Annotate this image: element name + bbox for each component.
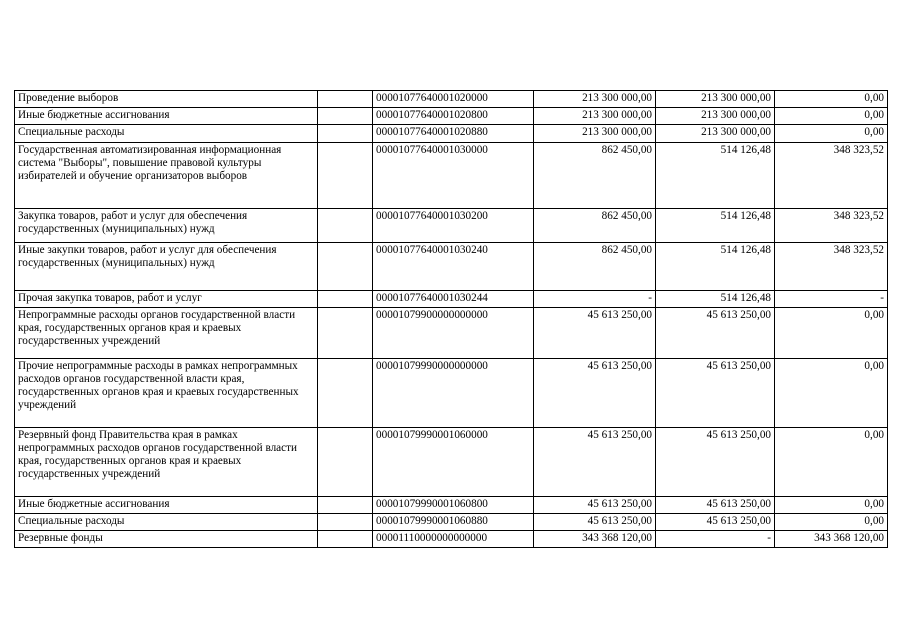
- unexecuted-amount: 0,00: [775, 307, 888, 358]
- approved-amount: 45 613 250,00: [534, 358, 656, 427]
- approved-amount: 213 300 000,00: [534, 91, 656, 108]
- row-code: 00001079990001060800: [373, 496, 534, 513]
- approved-amount: 862 450,00: [534, 208, 656, 242]
- unexecuted-amount: 0,00: [775, 91, 888, 108]
- executed-amount: 45 613 250,00: [656, 307, 775, 358]
- budget-sheet: [14, 90, 888, 548]
- table-row: [15, 531, 888, 548]
- line-code-cell: [318, 514, 373, 531]
- row-code: 00001077640001030200: [373, 208, 534, 242]
- executed-amount: 45 613 250,00: [656, 358, 775, 427]
- row-code: 00001077640001020880: [373, 125, 534, 142]
- row-name: Государственная автоматизированная информационная система "Выборы", повышение правовой культуры избирателей и обучение организаторов выборов: [15, 142, 318, 208]
- line-code-cell: [318, 142, 373, 208]
- line-code-cell: [318, 91, 373, 108]
- executed-amount: 213 300 000,00: [656, 108, 775, 125]
- approved-amount: 862 450,00: [534, 142, 656, 208]
- row-name: Резервные фонды: [15, 531, 318, 548]
- table-row: [15, 307, 888, 358]
- approved-amount: 213 300 000,00: [534, 108, 656, 125]
- table-row: [15, 91, 888, 108]
- table-row: [15, 108, 888, 125]
- unexecuted-amount: 0,00: [775, 427, 888, 496]
- unexecuted-amount: 348 323,52: [775, 208, 888, 242]
- row-code: 00001077640001020000: [373, 91, 534, 108]
- table-row: [15, 496, 888, 513]
- approved-amount: 213 300 000,00: [534, 125, 656, 142]
- line-code-cell: [318, 427, 373, 496]
- executed-amount: 45 613 250,00: [656, 514, 775, 531]
- row-name: Иные бюджетные ассигнования: [15, 496, 318, 513]
- table-row: [15, 514, 888, 531]
- approved-amount: 45 613 250,00: [534, 496, 656, 513]
- table-row: [15, 290, 888, 307]
- row-code: 00001110000000000000: [373, 531, 534, 548]
- row-name: Прочие непрограммные расходы в рамках непрограммных расходов органов государственной власти края, государственных органов края и краевых государственных учреждений: [15, 358, 318, 427]
- budget-execution-table: [14, 90, 888, 548]
- row-code: 00001077640001030244: [373, 290, 534, 307]
- unexecuted-amount: -: [775, 290, 888, 307]
- executed-amount: 45 613 250,00: [656, 496, 775, 513]
- row-name: Иные закупки товаров, работ и услуг для обеспечения государственных (муниципальных) нужд: [15, 242, 318, 290]
- row-name: Специальные расходы: [15, 514, 318, 531]
- executed-amount: -: [656, 531, 775, 548]
- unexecuted-amount: 0,00: [775, 358, 888, 427]
- row-code: 00001077640001030000: [373, 142, 534, 208]
- unexecuted-amount: 0,00: [775, 125, 888, 142]
- table-row: [15, 427, 888, 496]
- unexecuted-amount: 348 323,52: [775, 242, 888, 290]
- line-code-cell: [318, 208, 373, 242]
- approved-amount: 343 368 120,00: [534, 531, 656, 548]
- unexecuted-amount: 0,00: [775, 496, 888, 513]
- row-name: Резервный фонд Правительства края в рамках непрограммных расходов органов государственной власти края, государственных органов края и краевых государственных учреждений: [15, 427, 318, 496]
- unexecuted-amount: 343 368 120,00: [775, 531, 888, 548]
- row-code: 00001079900000000000: [373, 307, 534, 358]
- approved-amount: 45 613 250,00: [534, 307, 656, 358]
- approved-amount: 862 450,00: [534, 242, 656, 290]
- row-name: Проведение выборов: [15, 91, 318, 108]
- line-code-cell: [318, 531, 373, 548]
- line-code-cell: [318, 307, 373, 358]
- line-code-cell: [318, 496, 373, 513]
- line-code-cell: [318, 290, 373, 307]
- unexecuted-amount: 0,00: [775, 514, 888, 531]
- line-code-cell: [318, 125, 373, 142]
- row-code: 00001077640001020800: [373, 108, 534, 125]
- row-code: 00001079990001060880: [373, 514, 534, 531]
- unexecuted-amount: 348 323,52: [775, 142, 888, 208]
- table-row: [15, 125, 888, 142]
- row-name: Иные бюджетные ассигнования: [15, 108, 318, 125]
- table-row: [15, 142, 888, 208]
- row-name: Прочая закупка товаров, работ и услуг: [15, 290, 318, 307]
- executed-amount: 213 300 000,00: [656, 125, 775, 142]
- executed-amount: 514 126,48: [656, 242, 775, 290]
- row-code: 00001079990001060000: [373, 427, 534, 496]
- executed-amount: 514 126,48: [656, 290, 775, 307]
- approved-amount: 45 613 250,00: [534, 514, 656, 531]
- approved-amount: 45 613 250,00: [534, 427, 656, 496]
- executed-amount: 213 300 000,00: [656, 91, 775, 108]
- row-code: 00001077640001030240: [373, 242, 534, 290]
- row-name: Непрограммные расходы органов государственной власти края, государственных органов края и краевых государственных учреждений: [15, 307, 318, 358]
- line-code-cell: [318, 358, 373, 427]
- table-row: [15, 358, 888, 427]
- row-name: Специальные расходы: [15, 125, 318, 142]
- line-code-cell: [318, 242, 373, 290]
- executed-amount: 45 613 250,00: [656, 427, 775, 496]
- unexecuted-amount: 0,00: [775, 108, 888, 125]
- executed-amount: 514 126,48: [656, 208, 775, 242]
- approved-amount: -: [534, 290, 656, 307]
- table-row: [15, 208, 888, 242]
- executed-amount: 514 126,48: [656, 142, 775, 208]
- row-name: Закупка товаров, работ и услуг для обеспечения государственных (муниципальных) нужд: [15, 208, 318, 242]
- table-row: [15, 242, 888, 290]
- line-code-cell: [318, 108, 373, 125]
- row-code: 00001079990000000000: [373, 358, 534, 427]
